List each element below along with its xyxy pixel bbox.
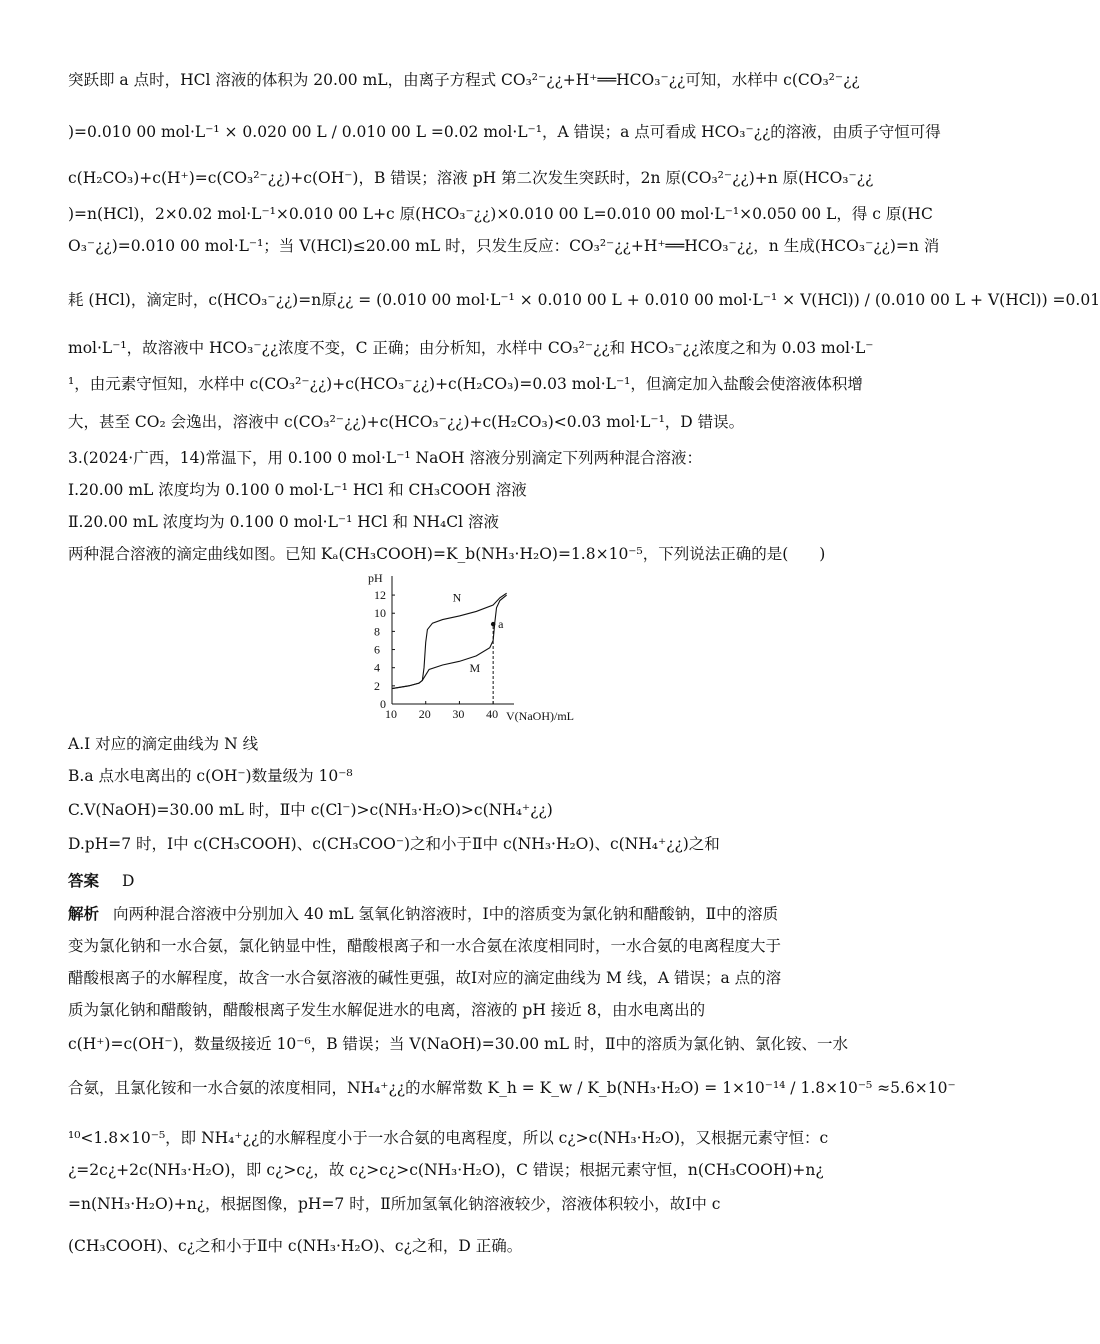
analysis-line: 变为氯化钠和一水合氨，氯化钠显中性，醋酸根离子和一水合氨在浓度相同时，一水合氨的电离程度大于 <box>68 937 782 955</box>
y-tick-label: 6 <box>374 642 380 657</box>
analysis-line: c(H⁺)=c(OH⁻)，数量级接近 10⁻⁶，B 错误；当 V(NaOH)=30.00 mL 时，Ⅱ中的溶质为氯化钠、氯化铵、一水 <box>68 1035 848 1053</box>
option-a: A.Ⅰ 对应的滴定曲线为 N 线 <box>68 735 259 753</box>
text-line: Ⅱ.20.00 mL 浓度均为 0.100 0 mol·L⁻¹ HCl 和 NH₄Cl 溶液 <box>68 513 499 531</box>
analysis-label: 解析 <box>68 904 100 923</box>
analysis-line: 醋酸根离子的水解程度，故含一水合氨溶液的碱性更强，故Ⅰ对应的滴定曲线为 M 线，A 错误；a 点的溶 <box>68 969 782 987</box>
answer-row <box>68 871 883 891</box>
text-line: 耗 (HCl)，滴定时，c(HCO₃⁻¿¿)=n原¿¿ = (0.010 00 mol·L⁻¹ × 0.010 00 L + 0.010 00 mol·L⁻¹ × V(HCl)) / (0.010 00 L + V(HCl)) =0.01 <box>68 291 1100 309</box>
option-c: C.V(NaOH)=30.00 mL 时，Ⅱ中 c(Cl⁻)>c(NH₃·H₂O)>c(NH₄⁺¿¿) <box>68 801 553 819</box>
text-line: Ⅰ.20.00 mL 浓度均为 0.100 0 mol·L⁻¹ HCl 和 CH₃COOH 溶液 <box>68 481 527 499</box>
origin-label: 0 <box>380 697 386 711</box>
analysis-line: =n(NH₃·H₂O)+n¿，根据图像，pH=7 时，Ⅱ所加氢氧化钠溶液较少，溶液体积较小，故Ⅰ中 c <box>68 1195 721 1213</box>
y-tick-label: 2 <box>374 678 380 693</box>
point-label-a: a <box>498 617 504 632</box>
text-line: ¹，由元素守恒知，水样中 c(CO₃²⁻¿¿)+c(HCO₃⁻¿¿)+c(H₂CO₃)=0.03 mol·L⁻¹，但滴定加入盐酸会使溶液体积增 <box>68 375 863 393</box>
y-tick-label: 4 <box>374 660 380 675</box>
y-axis-label: pH <box>368 571 383 585</box>
text-line: mol·L⁻¹，故溶液中 HCO₃⁻¿¿浓度不变，C 正确；由分析知，水样中 CO₃²⁻¿¿和 HCO₃⁻¿¿浓度之和为 0.03 mol·L⁻ <box>68 339 874 357</box>
text-line: 突跃即 a 点时，HCl 溶液的体积为 20.00 mL，由离子方程式 CO₃²⁻¿¿+H⁺══HCO₃⁻¿¿可知，水样中 c(CO₃²⁻¿¿ <box>68 71 860 89</box>
analysis-line: (CH₃COOH)、c¿之和小于Ⅱ中 c(NH₃·H₂O)、c¿之和，D 正确。 <box>68 1237 523 1255</box>
series-label-N: N <box>452 590 462 605</box>
text-line: c(H₂CO₃)+c(H⁺)=c(CO₃²⁻¿¿)+c(OH⁻)，B 错误；溶液 pH 第二次发生突跃时，2n 原(CO₃²⁻¿¿)+n 原(HCO₃⁻¿¿ <box>68 169 874 187</box>
option-b: B.a 点水电离出的 c(OH⁻)数量级为 10⁻⁸ <box>68 767 353 785</box>
text-line: 大，甚至 CO₂ 会逸出，溶液中 c(CO₃²⁻¿¿)+c(HCO₃⁻¿¿)+c(H₂CO₃)<0.03 mol·L⁻¹，D 错误。 <box>68 413 745 431</box>
x-tick-label: 20 <box>418 707 431 721</box>
analysis-line: ¹⁰<1.8×10⁻⁵，即 NH₄⁺¿¿的水解程度小于一水合氨的电离程度，所以 c¿>c(NH₃·H₂O)，又根据元素守恒：c <box>68 1129 829 1147</box>
text-line: )=n(HCl)，2×0.02 mol·L⁻¹×0.010 00 L+c 原(HCO₃⁻¿¿)×0.010 00 L=0.010 00 mol·L⁻¹×0.050 00 L，得 c 原(HC <box>68 205 933 223</box>
analysis-line: 解析 向两种混合溶液中分别加入 40 mL 氢氧化钠溶液时，Ⅰ中的溶质变为氯化钠和醋酸钠，Ⅱ中的溶质 <box>68 904 779 923</box>
series-line-N <box>392 593 507 688</box>
x-tick-label: 10 <box>385 707 397 721</box>
text-line: )=0.010 00 mol·L⁻¹ × 0.020 00 L / 0.010 00 L =0.02 mol·L⁻¹，A 错误；a 点可看成 HCO₃⁻¿¿的溶液，由质子守恒可得 <box>68 123 941 141</box>
x-tick-label: 30 <box>452 707 465 721</box>
y-tick-label: 10 <box>374 606 386 621</box>
answer-label: 答案 <box>68 871 100 890</box>
analysis-line: 质为氯化钠和醋酸钠，醋酸根离子发生水解促进水的电离，溶液的 pH 接近 8，由水电离出的 <box>68 1001 706 1019</box>
answer-value: D <box>121 872 135 890</box>
series-label-M: M <box>469 661 481 676</box>
text-line: O₃⁻¿¿)=0.010 00 mol·L⁻¹；当 V(HCl)≤20.00 mL 时，只发生反应：CO₃²⁻¿¿+H⁺══HCO₃⁻¿¿，n 生成(HCO₃⁻¿¿)=n 消 <box>68 237 940 255</box>
analysis-line: 合氨，且氯化铵和一水合氨的浓度相同，NH₄⁺¿¿的水解常数 K_h = K_w / K_b(NH₃·H₂O) = 1×10⁻¹⁴ / 1.8×10⁻⁵ ≈5.6×10⁻ <box>68 1079 956 1097</box>
series-line-M <box>392 595 507 688</box>
option-d: D.pH=7 时，Ⅰ中 c(CH₃COOH)、c(CH₃COO⁻)之和小于Ⅱ中 c(NH₃·H₂O)、c(NH₄⁺¿¿)之和 <box>68 835 720 853</box>
x-tick-label: 40 <box>486 707 499 721</box>
text-line: 两种混合溶液的滴定曲线如图。已知 Kₐ(CH₃COOH)=K_b(NH₃·H₂O)=1.8×10⁻⁵，下列说法正确的是( ) <box>68 545 826 563</box>
analysis-line: ¿=2c¿+2c(NH₃·H₂O)，即 c¿>c¿，故 c¿>c¿>c(NH₃·H₂O)，C 错误；根据元素守恒，n(CH₃COOH)+n¿ <box>68 1161 824 1179</box>
titration-chart <box>360 568 600 728</box>
text-line: 3.(2024·广西，14)常温下，用 0.100 0 mol·L⁻¹ NaOH 溶液分别滴定下列两种混合溶液： <box>68 449 702 467</box>
point-a <box>491 622 495 626</box>
y-tick-label: 8 <box>374 624 380 639</box>
y-tick-label: 12 <box>374 588 386 603</box>
x-axis-label: V(NaOH)/mL <box>506 709 574 723</box>
